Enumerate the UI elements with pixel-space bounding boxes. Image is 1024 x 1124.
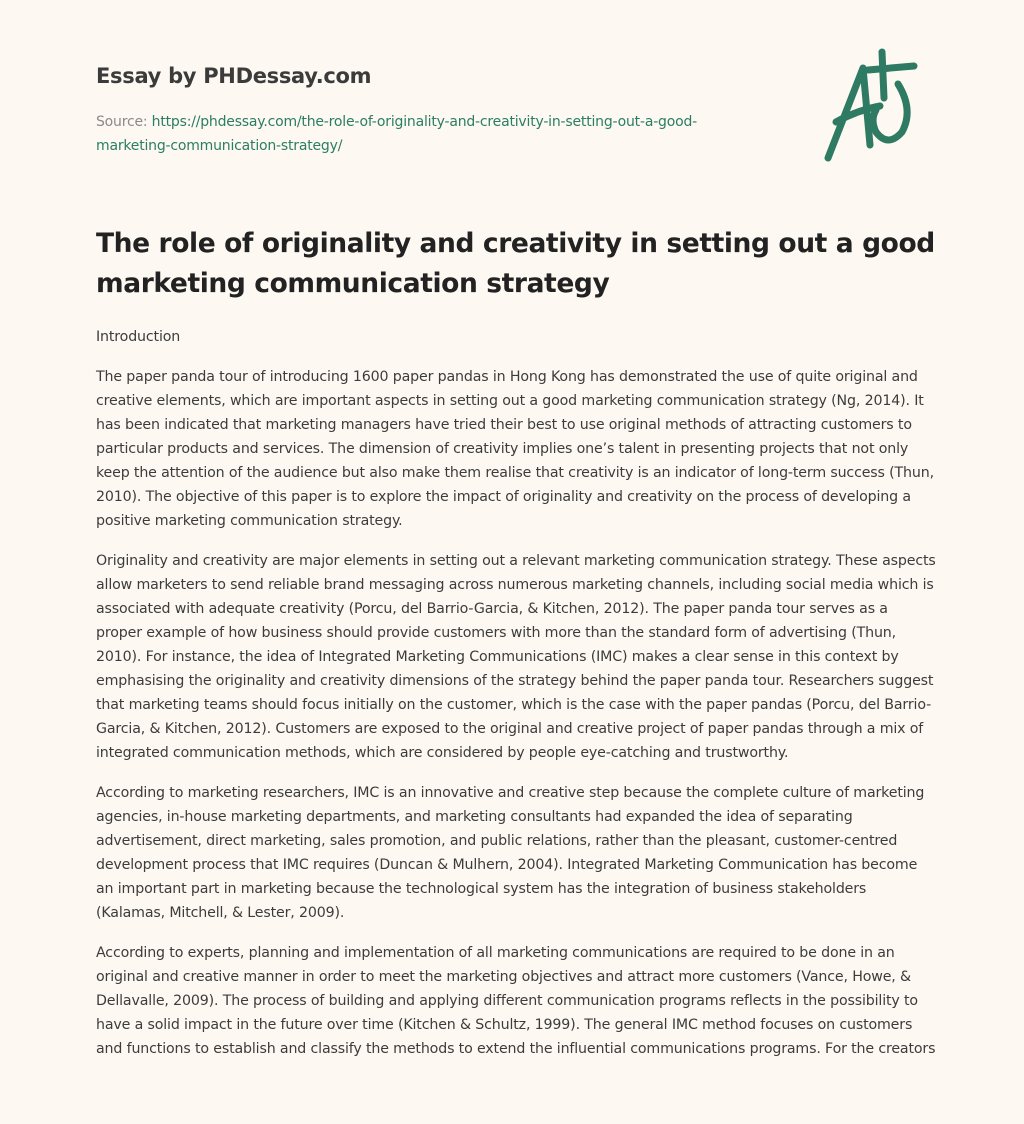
site-brand: Essay by PHDessay.com xyxy=(96,64,372,88)
source-line xyxy=(96,110,756,158)
section-heading-introduction: Introduction xyxy=(96,329,181,345)
source-label: Source: xyxy=(96,114,152,130)
essay-body xyxy=(96,325,938,1077)
paragraph: The paper panda tour of introducing 1600 paper pandas in Hong Kong has demonstrated the use of quite original and creative elements, which are important aspects in setting out a good marketing communication strategy (Ng, 2014). It has been indicated that marketing managers have tried their best to use original methods of attracting customers to particular products and services. The dimension of creativity implies one’s talent in presenting projects that not only keep the attention of the audience but also make them realise that creativity is an indicator of long-term success (Thun, 2010). The objective of this paper is to explore the impact of originality and creativity on the process of developing a positive marketing communication strategy. xyxy=(96,369,934,529)
paragraph: According to experts, planning and implementation of all marketing communications are required to be done in an original and creative manner in order to meet the marketing objectives and attract more customers (Vance, Howe, & Dellavalle, 2009). The process of building and applying different communication programs reflects in the possibility to have a solid impact in the future over time (Kitchen & Schultz, 1999). The general IMC method focuses on customers and functions to establish and classify the methods to extend the influential communications programs. For the creators xyxy=(96,945,936,1057)
a-plus-logo-icon xyxy=(818,40,928,165)
essay-title: The role of originality and creativity in setting out a good marketing communication strategy xyxy=(96,228,935,299)
source-link[interactable]: https://phdessay.com/the-role-of-originality-and-creativity-in-setting-out-a-good-marketing-communication-strategy/ xyxy=(96,114,698,154)
paragraph: Originality and creativity are major elements in setting out a relevant marketing communication strategy. These aspects allow marketers to send reliable brand messaging across numerous marketing channels, including social media which is associated with adequate creativity (Porcu, del Barrio-Garcia, & Kitchen, 2012). The paper panda tour serves as a proper example of how business should provide customers with more than the standard form of advertising (Thun, 2010). For instance, the idea of Integrated Marketing Communications (IMC) makes a clear sense in this context by emphasising the originality and creativity dimensions of the strategy behind the paper panda tour. Researchers suggest that marketing teams should focus initially on the customer, which is the case with the paper pandas (Porcu, del Barrio-Garcia, & Kitchen, 2012). Customers are exposed to the original and creative project of paper pandas through a mix of integrated communication methods, which are considered by people eye-catching and trustworthy. xyxy=(96,553,936,761)
paragraph: According to marketing researchers, IMC is an innovative and creative step because the complete culture of marketing agencies, in-house marketing departments, and marketing consultants had expanded the idea of separating advertisement, direct marketing, sales promotion, and public relations, rather than the pleasant, customer-centred development process that IMC requires (Duncan & Mulhern, 2004). Integrated Marketing Communication has become an important part in marketing because the technological system has the integration of business stakeholders (Kalamas, Mitchell, & Lester, 2009). xyxy=(96,785,925,921)
